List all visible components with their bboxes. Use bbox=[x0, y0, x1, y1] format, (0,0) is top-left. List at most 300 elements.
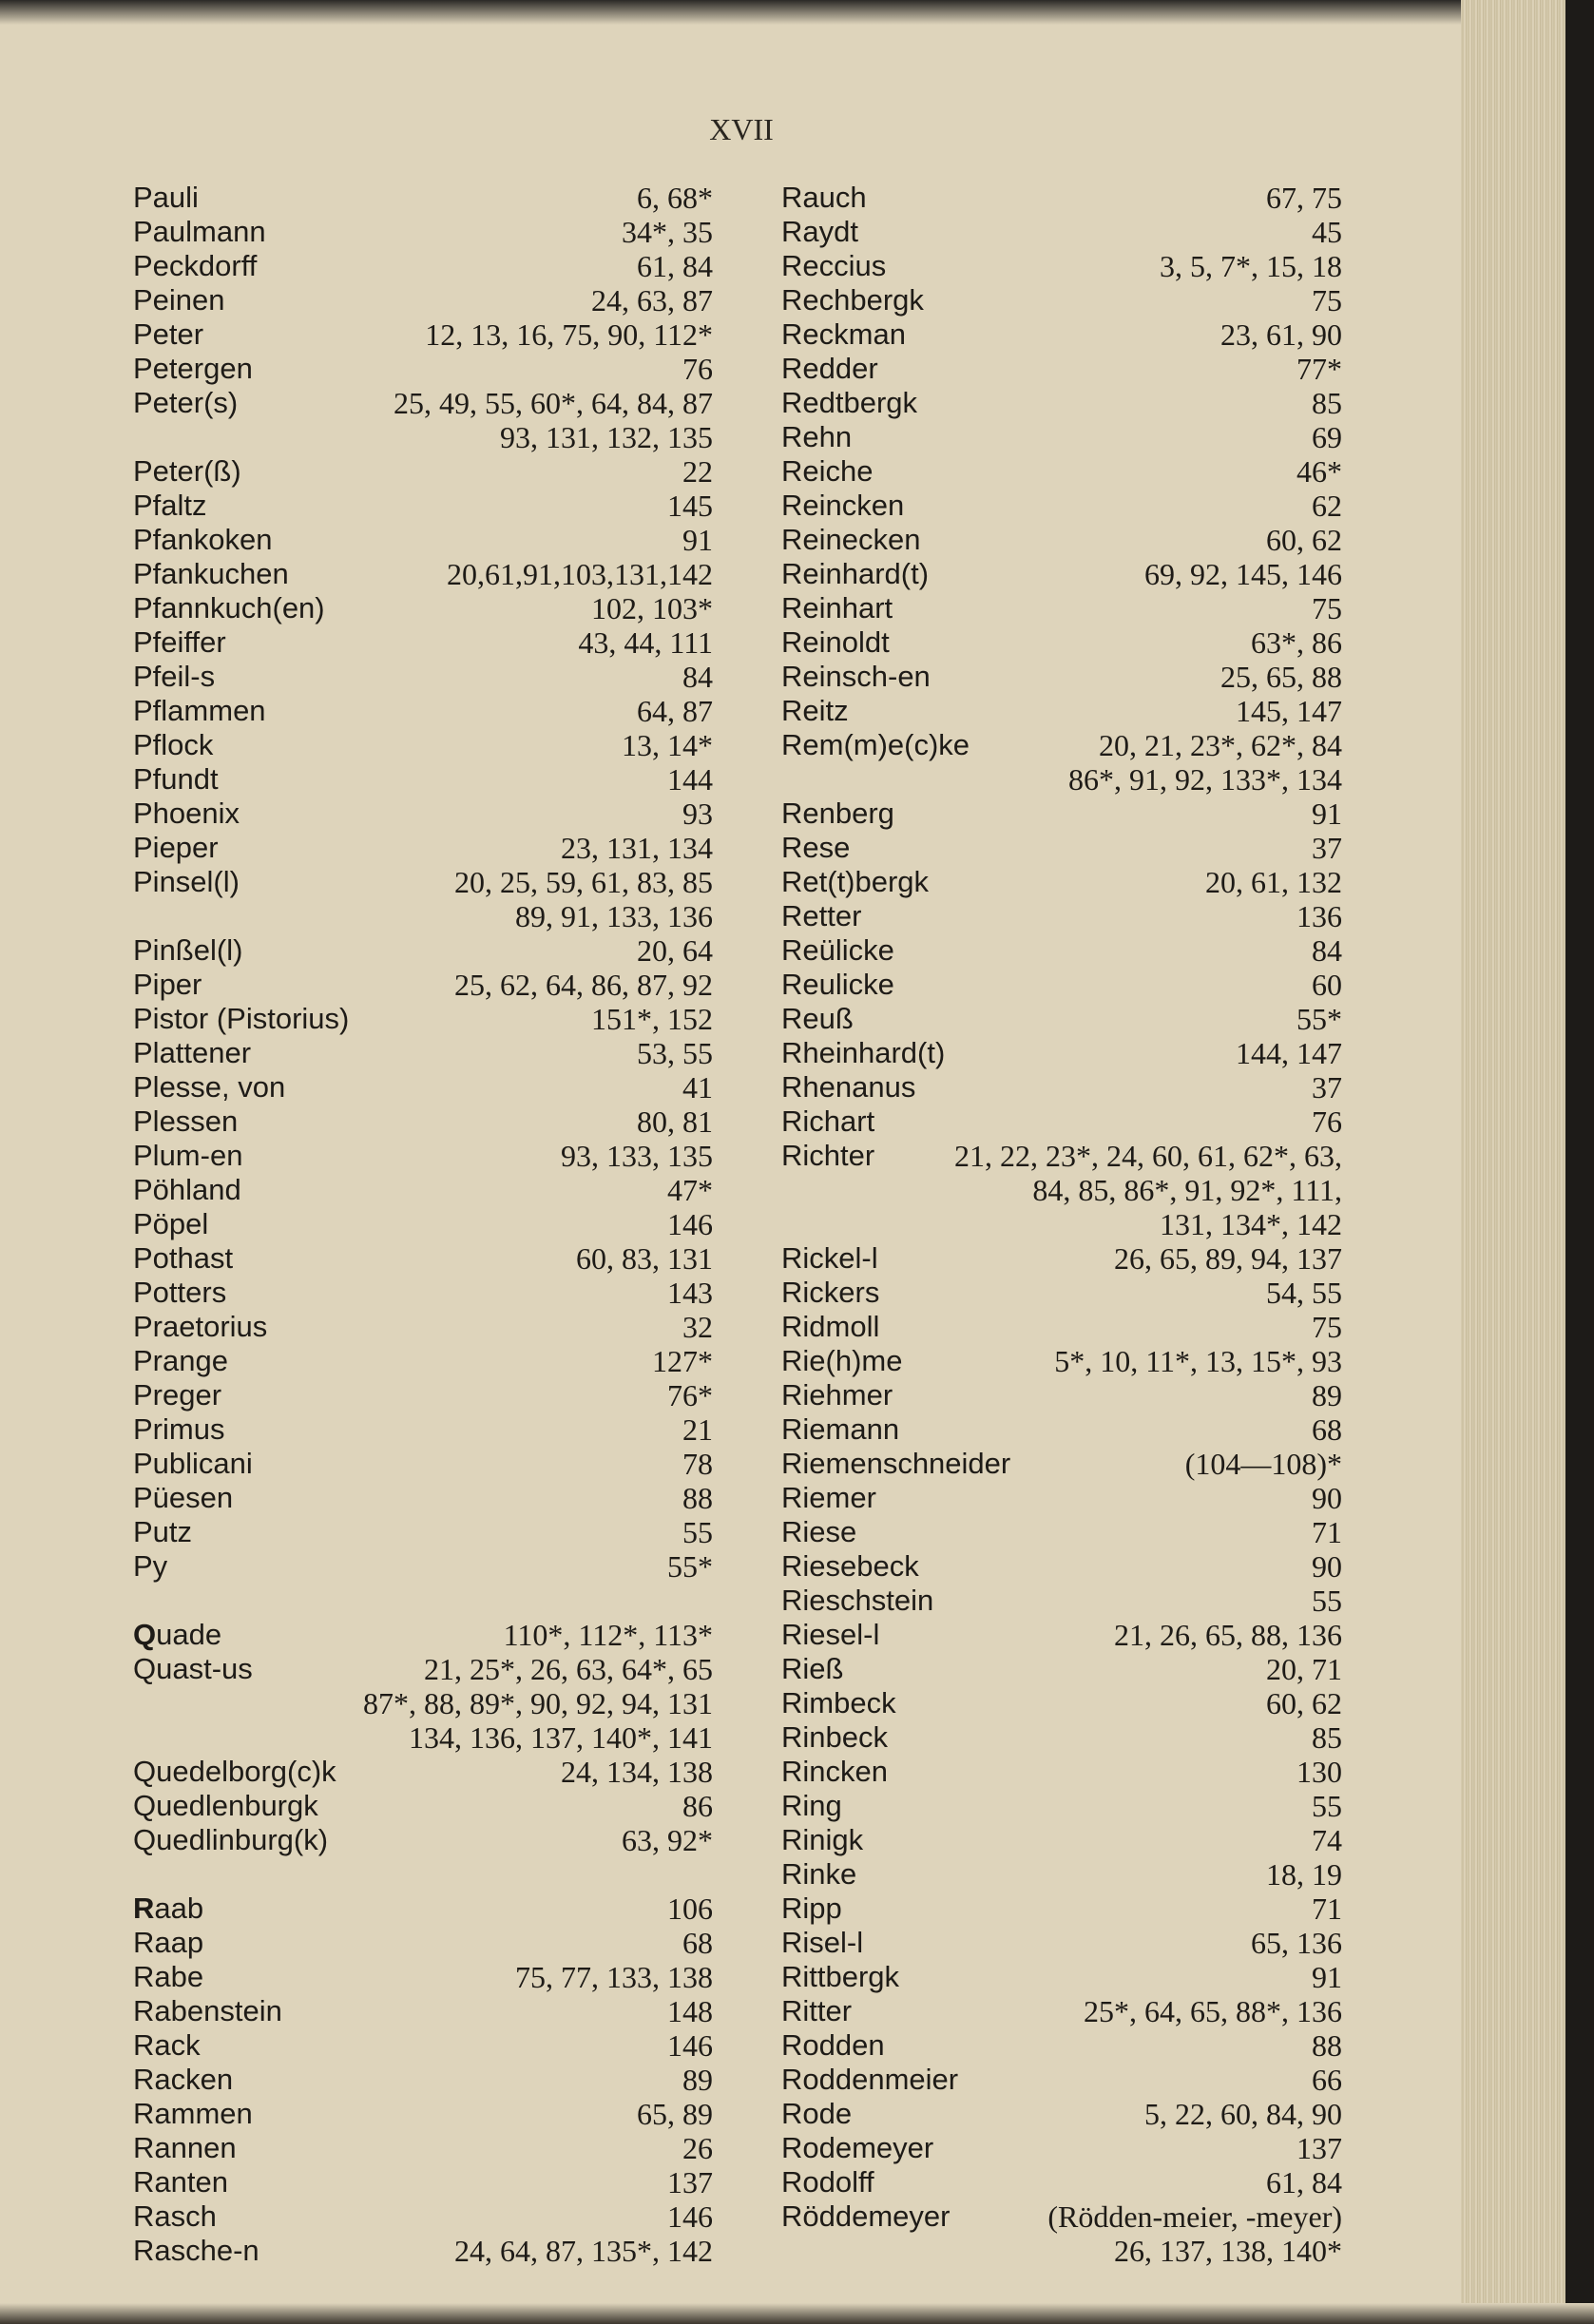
index-entry bbox=[133, 2063, 713, 2097]
entry-page-refs: 26 bbox=[682, 2131, 713, 2165]
entry-page-refs: 89 bbox=[682, 2063, 713, 2097]
index-entry bbox=[133, 968, 713, 1002]
index-entry bbox=[133, 1892, 713, 1926]
entry-name: Pfeiffer bbox=[133, 625, 226, 659]
entry-name: Pflammen bbox=[133, 694, 266, 727]
entry-page-refs: 25, 49, 55, 60*, 64, 84, 87 bbox=[394, 386, 713, 420]
entry-name: Py bbox=[133, 1549, 168, 1583]
entry-name: Reiche bbox=[781, 454, 874, 488]
entry-name: Rehn bbox=[781, 420, 853, 453]
entry-page-refs: 64, 87 bbox=[637, 694, 713, 728]
entry-name: Rack bbox=[133, 2028, 201, 2062]
entry-page-refs: 151*, 152 bbox=[591, 1002, 713, 1036]
entry-name: Rickers bbox=[781, 1276, 880, 1309]
entry-page-refs: 87*, 88, 89*, 90, 92, 94, 131 bbox=[363, 1686, 713, 1720]
entry-name: Pinßel(l) bbox=[133, 933, 243, 967]
entry-page-refs: 25, 62, 64, 86, 87, 92 bbox=[454, 968, 713, 1002]
index-entry bbox=[133, 1481, 713, 1515]
entry-name: Rode bbox=[781, 2097, 853, 2130]
index-entry bbox=[133, 1686, 713, 1720]
index-entry bbox=[781, 1755, 1342, 1789]
entry-page-refs: 5, 22, 60, 84, 90 bbox=[1144, 2097, 1342, 2131]
entry-page-refs: 90 bbox=[1312, 1549, 1342, 1584]
entry-name: Reitz bbox=[781, 694, 849, 727]
entry-name: Pfundt bbox=[133, 762, 219, 796]
entry-page-refs: 3, 5, 7*, 15, 18 bbox=[1160, 249, 1342, 283]
entry-page-refs: 41 bbox=[682, 1070, 713, 1104]
entry-name: Rabenstein bbox=[133, 1994, 282, 2027]
entry-name: Pflock bbox=[133, 728, 214, 761]
index-entry bbox=[781, 1447, 1342, 1481]
entry-name: Rammen bbox=[133, 2097, 253, 2130]
index-entry bbox=[133, 2199, 713, 2234]
index-entry bbox=[133, 797, 713, 831]
index-entry bbox=[781, 1549, 1342, 1584]
entry-name: Phoenix bbox=[133, 797, 240, 830]
entry-page-refs: 68 bbox=[1312, 1412, 1342, 1447]
entry-page-refs: 53, 55 bbox=[637, 1036, 713, 1070]
index-entry bbox=[781, 2131, 1342, 2165]
entry-name: Peter(s) bbox=[133, 386, 239, 419]
index-entry bbox=[781, 1104, 1342, 1139]
index-entry bbox=[133, 2234, 713, 2268]
index-entry bbox=[133, 317, 713, 352]
entry-name: Redtbergk bbox=[781, 386, 918, 419]
entry-name: Risel-l bbox=[781, 1926, 864, 1959]
index-entry bbox=[133, 249, 713, 283]
entry-page-refs: 84 bbox=[682, 660, 713, 694]
index-entry bbox=[133, 1618, 713, 1652]
entry-page-refs: 75 bbox=[1312, 1310, 1342, 1344]
entry-name: Rinke bbox=[781, 1857, 857, 1891]
entry-page-refs: 146 bbox=[667, 1207, 713, 1241]
entry-name: Reuß bbox=[781, 1002, 854, 1035]
index-entry bbox=[781, 249, 1342, 283]
entry-name: Petergen bbox=[133, 352, 253, 385]
entry-name: Rodemeyer bbox=[781, 2131, 934, 2164]
entry-page-refs: 75 bbox=[1312, 283, 1342, 317]
entry-name: Redder bbox=[781, 352, 878, 385]
entry-name: Quast-us bbox=[133, 1652, 253, 1685]
index-entry bbox=[133, 1310, 713, 1344]
index-entry bbox=[781, 1515, 1342, 1549]
index-entry bbox=[781, 1036, 1342, 1070]
entry-page-refs: 102, 103* bbox=[591, 591, 713, 625]
entry-name: Prange bbox=[133, 1344, 228, 1377]
entry-page-refs: 24, 64, 87, 135*, 142 bbox=[454, 2234, 713, 2268]
entry-page-refs: 37 bbox=[1312, 1070, 1342, 1104]
entry-name: Rabe bbox=[133, 1960, 204, 1993]
index-entry bbox=[781, 2165, 1342, 2199]
index-entry bbox=[133, 728, 713, 762]
index-entry bbox=[781, 899, 1342, 933]
index-entry bbox=[133, 181, 713, 215]
index-entry bbox=[781, 1823, 1342, 1857]
index-entry bbox=[133, 557, 713, 591]
entry-name: Rasche-n bbox=[133, 2234, 259, 2267]
entry-page-refs: 78 bbox=[682, 1447, 713, 1481]
entry-page-refs: 137 bbox=[667, 2165, 713, 2199]
index-entry bbox=[133, 215, 713, 249]
entry-page-refs: (Rödden-meier, -meyer) bbox=[1047, 2199, 1342, 2234]
index-entry bbox=[133, 1070, 713, 1104]
entry-page-refs: 86 bbox=[682, 1789, 713, 1823]
entry-page-refs: 91 bbox=[1312, 1960, 1342, 1994]
entry-name: Reinoldt bbox=[781, 625, 890, 659]
entry-name: Reinhart bbox=[781, 591, 893, 624]
index-entry bbox=[133, 1002, 713, 1036]
entry-page-refs: 134, 136, 137, 140*, 141 bbox=[409, 1720, 713, 1755]
entry-name: Pfeil-s bbox=[133, 660, 216, 693]
index-entry bbox=[781, 968, 1342, 1002]
entry-name: Rincken bbox=[781, 1755, 888, 1788]
entry-name: Rhenanus bbox=[781, 1070, 916, 1104]
entry-name: Pfaltz bbox=[133, 489, 207, 522]
entry-name: Rheinhard(t) bbox=[781, 1036, 946, 1069]
entry-page-refs: 24, 134, 138 bbox=[561, 1755, 713, 1789]
index-entry bbox=[133, 1447, 713, 1481]
index-entry bbox=[133, 1926, 713, 1960]
entry-page-refs: 61, 84 bbox=[637, 249, 713, 283]
index-entry bbox=[781, 2097, 1342, 2131]
entry-page-refs: 66 bbox=[1312, 2063, 1342, 2097]
entry-page-refs: 25, 65, 88 bbox=[1220, 660, 1342, 694]
index-entry bbox=[781, 1139, 1342, 1173]
index-entry bbox=[133, 1276, 713, 1310]
index-entry bbox=[781, 762, 1342, 797]
entry-page-refs: 20,61,91,103,131,142 bbox=[447, 557, 713, 591]
entry-name: Reinhard(t) bbox=[781, 557, 930, 590]
entry-page-refs: 90 bbox=[1312, 1481, 1342, 1515]
entry-name: Reinsch-en bbox=[781, 660, 931, 693]
index-entry bbox=[781, 2063, 1342, 2097]
index-entry bbox=[781, 181, 1342, 215]
entry-page-refs: 65, 89 bbox=[637, 2097, 713, 2131]
entry-name: Plum-en bbox=[133, 1139, 243, 1172]
entry-page-refs: 21 bbox=[682, 1412, 713, 1447]
bottom-page-shadow bbox=[0, 2303, 1594, 2324]
entry-name: Richart bbox=[781, 1104, 875, 1138]
entry-page-refs: 110*, 112*, 113* bbox=[503, 1618, 713, 1652]
entry-name: Röddemeyer bbox=[781, 2199, 951, 2233]
entry-name: Pfannkuch(en) bbox=[133, 591, 325, 624]
entry-name: Rechbergk bbox=[781, 283, 924, 317]
entry-page-refs: 69 bbox=[1312, 420, 1342, 454]
entry-page-refs: 45 bbox=[1312, 215, 1342, 249]
entry-name: Quedlinburg(k) bbox=[133, 1823, 329, 1856]
entry-page-refs: 24, 63, 87 bbox=[591, 283, 713, 317]
entry-name: Piper bbox=[133, 968, 202, 1001]
entry-page-refs: 13, 14* bbox=[622, 728, 713, 762]
entry-page-refs: 84, 85, 86*, 91, 92*, 111, bbox=[1032, 1173, 1342, 1207]
binding-shadow bbox=[1565, 0, 1594, 2324]
index-entry bbox=[133, 1823, 713, 1857]
entry-name: Rimbeck bbox=[781, 1686, 896, 1719]
entry-page-refs: 131, 134*, 142 bbox=[1160, 1207, 1342, 1241]
index-entry bbox=[133, 1994, 713, 2028]
index-entry bbox=[781, 1960, 1342, 1994]
entry-name: Reckman bbox=[781, 317, 906, 351]
index-entry bbox=[133, 591, 713, 625]
entry-name: Riesebeck bbox=[781, 1549, 919, 1583]
entry-name: Putz bbox=[133, 1515, 193, 1548]
index-entry bbox=[133, 1241, 713, 1276]
index-entry bbox=[781, 831, 1342, 865]
entry-name: Potters bbox=[133, 1276, 227, 1309]
index-entry bbox=[781, 1241, 1342, 1276]
entry-page-refs: 47* bbox=[667, 1173, 713, 1207]
entry-name: Pfankuchen bbox=[133, 557, 289, 590]
entry-page-refs: 91 bbox=[682, 523, 713, 557]
entry-name: Rittbergk bbox=[781, 1960, 900, 1993]
index-entry bbox=[133, 1652, 713, 1686]
index-entry bbox=[133, 2097, 713, 2131]
entry-name: Plattener bbox=[133, 1036, 252, 1069]
index-entry bbox=[781, 1789, 1342, 1823]
entry-page-refs: 76* bbox=[667, 1378, 713, 1412]
entry-name: Quade bbox=[133, 1618, 222, 1651]
index-entry bbox=[781, 215, 1342, 249]
entry-page-refs: 84 bbox=[1312, 933, 1342, 968]
entry-name: Pöpel bbox=[133, 1207, 209, 1240]
index-entry bbox=[133, 660, 713, 694]
index-entry bbox=[781, 1207, 1342, 1241]
index-entry bbox=[781, 1618, 1342, 1652]
index-entry bbox=[133, 1720, 713, 1755]
index-entry bbox=[133, 420, 713, 454]
index-entry bbox=[781, 523, 1342, 557]
index-entry bbox=[781, 797, 1342, 831]
index-entry bbox=[781, 1481, 1342, 1515]
index-entry bbox=[781, 1686, 1342, 1720]
entry-page-refs: 93, 133, 135 bbox=[561, 1139, 713, 1173]
entry-name: Pothast bbox=[133, 1241, 234, 1275]
entry-page-refs: 21, 26, 65, 88, 136 bbox=[1114, 1618, 1342, 1652]
index-entry bbox=[781, 1173, 1342, 1207]
entry-name: Rauch bbox=[781, 181, 867, 214]
entry-page-refs: 55 bbox=[682, 1515, 713, 1549]
entry-page-refs: 93, 131, 132, 135 bbox=[500, 420, 713, 454]
index-entry bbox=[133, 283, 713, 317]
index-entry bbox=[781, 454, 1342, 489]
entry-page-refs: 21, 25*, 26, 63, 64*, 65 bbox=[424, 1652, 713, 1686]
index-entry bbox=[133, 1960, 713, 1994]
index-entry bbox=[781, 1892, 1342, 1926]
entry-page-refs: 89 bbox=[1312, 1378, 1342, 1412]
index-entry bbox=[781, 1857, 1342, 1892]
entry-page-refs: 62 bbox=[1312, 489, 1342, 523]
entry-page-refs: 67, 75 bbox=[1266, 181, 1342, 215]
index-entry bbox=[781, 591, 1342, 625]
index-entry bbox=[781, 1994, 1342, 2028]
index-entry bbox=[133, 2165, 713, 2199]
index-entry bbox=[781, 1652, 1342, 1686]
entry-name: Pinsel(l) bbox=[133, 865, 240, 898]
index-entry bbox=[781, 1344, 1342, 1378]
entry-page-refs: 32 bbox=[682, 1310, 713, 1344]
index-entry bbox=[133, 1857, 713, 1892]
entry-page-refs: 18, 19 bbox=[1266, 1857, 1342, 1892]
entry-name: Rese bbox=[781, 831, 851, 864]
entry-page-refs: (104—108)* bbox=[1184, 1447, 1342, 1481]
entry-page-refs: 86*, 91, 92, 133*, 134 bbox=[1068, 762, 1342, 797]
index-entry bbox=[781, 420, 1342, 454]
entry-name: Rinbeck bbox=[781, 1720, 888, 1754]
entry-page-refs: 20, 25, 59, 61, 83, 85 bbox=[454, 865, 713, 899]
entry-page-refs: 55 bbox=[1312, 1789, 1342, 1823]
entry-page-refs: 71 bbox=[1312, 1515, 1342, 1549]
entry-name: Plessen bbox=[133, 1104, 239, 1138]
index-entry bbox=[781, 557, 1342, 591]
entry-name: Praetorius bbox=[133, 1310, 268, 1343]
index-entry bbox=[133, 762, 713, 797]
entry-name: Rie(h)me bbox=[781, 1344, 903, 1377]
entry-name: Riesel-l bbox=[781, 1618, 880, 1651]
entry-name: Reinecken bbox=[781, 523, 921, 556]
entry-page-refs: 6, 68* bbox=[637, 181, 713, 215]
entry-name: Publicani bbox=[133, 1447, 253, 1480]
index-entry bbox=[781, 1412, 1342, 1447]
entry-page-refs: 21, 22, 23*, 24, 60, 61, 62*, 63, bbox=[954, 1139, 1342, 1173]
entry-name: Riemann bbox=[781, 1412, 900, 1446]
index-entry bbox=[133, 1515, 713, 1549]
index-entry bbox=[133, 1755, 713, 1789]
index-entry bbox=[133, 2131, 713, 2165]
entry-page-refs: 55 bbox=[1312, 1584, 1342, 1618]
index-entry bbox=[781, 1276, 1342, 1310]
top-page-shadow bbox=[0, 0, 1594, 25]
entry-page-refs: 12, 13, 16, 75, 90, 112* bbox=[425, 317, 713, 352]
page-number: XVII bbox=[709, 112, 774, 146]
right-index-column bbox=[781, 181, 1342, 2268]
entry-name: Raydt bbox=[781, 215, 858, 248]
index-entry bbox=[781, 1002, 1342, 1036]
entry-page-refs: 25*, 64, 65, 88*, 136 bbox=[1084, 1994, 1342, 2028]
entry-name: Preger bbox=[133, 1378, 222, 1412]
index-entry bbox=[133, 1207, 713, 1241]
entry-page-refs: 20, 61, 132 bbox=[1205, 865, 1342, 899]
entry-name: Racken bbox=[133, 2063, 234, 2096]
entry-name: Rem(m)e(c)ke bbox=[781, 728, 970, 761]
entry-name: Rannen bbox=[133, 2131, 237, 2164]
entry-page-refs: 69, 92, 145, 146 bbox=[1144, 557, 1342, 591]
entry-page-refs: 145, 147 bbox=[1236, 694, 1342, 728]
entry-page-refs: 68 bbox=[682, 1926, 713, 1960]
entry-name: Pistor (Pistorius) bbox=[133, 1002, 350, 1035]
index-entry bbox=[133, 489, 713, 523]
index-entry bbox=[781, 1720, 1342, 1755]
entry-page-refs: 26, 65, 89, 94, 137 bbox=[1114, 1241, 1342, 1276]
entry-name: Rodolff bbox=[781, 2165, 874, 2199]
entry-page-refs: 146 bbox=[667, 2028, 713, 2063]
index-entry bbox=[133, 625, 713, 660]
entry-page-refs: 23, 131, 134 bbox=[561, 831, 713, 865]
index-entry bbox=[781, 660, 1342, 694]
entry-page-refs: 143 bbox=[667, 1276, 713, 1310]
entry-name: Pauli bbox=[133, 181, 199, 214]
index-entry bbox=[781, 489, 1342, 523]
entry-name: Raab bbox=[133, 1892, 204, 1925]
entry-page-refs: 26, 137, 138, 140* bbox=[1114, 2234, 1342, 2268]
entry-page-refs: 60, 62 bbox=[1266, 1686, 1342, 1720]
entry-name: Rieß bbox=[781, 1652, 844, 1685]
index-entry bbox=[133, 386, 713, 420]
entry-page-refs: 144, 147 bbox=[1236, 1036, 1342, 1070]
index-entry bbox=[781, 1378, 1342, 1412]
index-entry bbox=[133, 899, 713, 933]
entry-page-refs: 85 bbox=[1312, 1720, 1342, 1755]
index-entry bbox=[133, 865, 713, 899]
index-entry bbox=[781, 728, 1342, 762]
entry-name: Roddenmeier bbox=[781, 2063, 959, 2096]
entry-name: Riemer bbox=[781, 1481, 876, 1514]
entry-name: Paulmann bbox=[133, 215, 266, 248]
entry-name: Peter(ß) bbox=[133, 454, 241, 488]
entry-name: Riese bbox=[781, 1515, 857, 1548]
index-entry bbox=[133, 694, 713, 728]
entry-name: Retter bbox=[781, 899, 862, 932]
entry-name: Ridmoll bbox=[781, 1310, 880, 1343]
entry-name: Ring bbox=[781, 1789, 842, 1822]
index-entry bbox=[133, 1789, 713, 1823]
entry-page-refs: 130 bbox=[1296, 1755, 1342, 1789]
entry-page-refs: 74 bbox=[1312, 1823, 1342, 1857]
entry-name: Ripp bbox=[781, 1892, 842, 1925]
entry-page-refs: 144 bbox=[667, 762, 713, 797]
index-entry bbox=[133, 1584, 713, 1618]
index-entry bbox=[781, 1584, 1342, 1618]
entry-name: Plesse, von bbox=[133, 1070, 286, 1104]
entry-name: Ret(t)bergk bbox=[781, 865, 930, 898]
entry-page-refs: 127* bbox=[652, 1344, 713, 1378]
entry-name: Pfankoken bbox=[133, 523, 273, 556]
entry-page-refs: 34*, 35 bbox=[622, 215, 713, 249]
entry-page-refs: 71 bbox=[1312, 1892, 1342, 1926]
entry-name: Quedelborg(c)k bbox=[133, 1755, 336, 1788]
index-entry bbox=[133, 1104, 713, 1139]
entry-name: Quedlenburgk bbox=[133, 1789, 318, 1822]
entry-page-refs: 54, 55 bbox=[1266, 1276, 1342, 1310]
entry-page-refs: 88 bbox=[1312, 2028, 1342, 2063]
index-entry bbox=[133, 1344, 713, 1378]
entry-name: Reincken bbox=[781, 489, 905, 522]
index-entry bbox=[781, 283, 1342, 317]
entry-page-refs: 93 bbox=[682, 797, 713, 831]
entry-page-refs: 80, 81 bbox=[637, 1104, 713, 1139]
index-entry bbox=[133, 831, 713, 865]
entry-page-refs: 43, 44, 111 bbox=[578, 625, 713, 660]
index-entry bbox=[133, 523, 713, 557]
entry-page-refs: 75, 77, 133, 138 bbox=[515, 1960, 713, 1994]
entry-page-refs: 91 bbox=[1312, 797, 1342, 831]
entry-name: Riemenschneider bbox=[781, 1447, 1011, 1480]
entry-name: Riehmer bbox=[781, 1378, 893, 1412]
entry-name: Pöhland bbox=[133, 1173, 241, 1206]
entry-page-refs: 146 bbox=[667, 2199, 713, 2234]
index-entry bbox=[781, 865, 1342, 899]
index-entry bbox=[781, 386, 1342, 420]
entry-page-refs: 55* bbox=[1296, 1002, 1342, 1036]
entry-name: Reulicke bbox=[781, 968, 894, 1001]
entry-name: Peinen bbox=[133, 283, 225, 317]
entry-name: Rasch bbox=[133, 2199, 217, 2233]
entry-page-refs: 76 bbox=[682, 352, 713, 386]
index-entry bbox=[133, 1412, 713, 1447]
entry-page-refs: 55* bbox=[667, 1549, 713, 1584]
entry-page-refs: 60, 62 bbox=[1266, 523, 1342, 557]
entry-name: Richter bbox=[781, 1139, 875, 1172]
index-entry bbox=[781, 1926, 1342, 1960]
